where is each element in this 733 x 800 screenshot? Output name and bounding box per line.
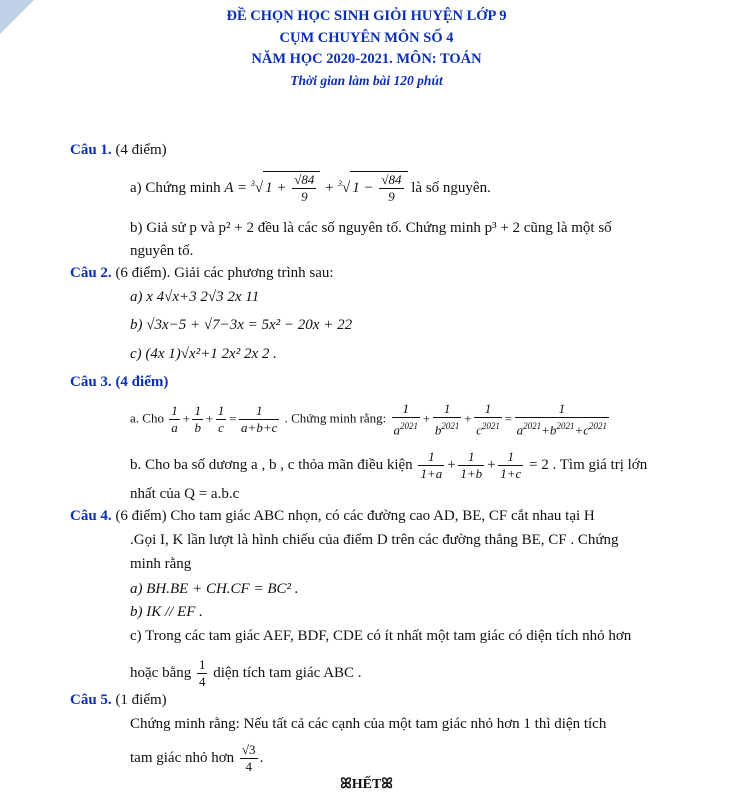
question-4-label: Câu 4. — [70, 508, 112, 524]
question-2-heading — [70, 265, 334, 282]
question-3b-prefix: b. Cho ba số dương a , b , c thỏa mãn điều kiện — [130, 456, 413, 473]
question-3a-claim: $\frac{1}{a^{2021}}$ + $\frac{1}{b^{2021}}$ + $\frac{1}{c^{2021}}$ = $\frac{1}{a^{2021}+b^{2021}+c^{2021}}$ — [393, 401, 607, 438]
question-3a-prefix: a. Cho — [130, 410, 164, 426]
question-2-label: Câu 2. — [70, 265, 112, 281]
question-3b-suffix: = 2 . Tìm giá trị lớn — [529, 456, 648, 473]
question-3b-condition: $\frac{1}{1+a}$ + $\frac{1}{1+b}$ + $\frac{1}{1+c}$ — [420, 449, 522, 481]
question-3-heading — [70, 374, 168, 391]
question-5-line1: Chứng minh rằng: Nếu tất cả các cạnh của một tam giác nhỏ hơn 1 thì diện tích — [130, 716, 607, 732]
question-4b: b) IK // EF . — [130, 604, 203, 620]
sqrt3-over-4-fraction: $\frac{√3}{4}$ — [241, 742, 256, 774]
question-1-heading — [70, 142, 167, 159]
question-4c-prefix: hoặc bằng — [130, 664, 192, 681]
question-2-points: (6 điểm). Giải các phương trình sau: — [115, 265, 334, 281]
question-2c: c) (4x 1)√x²+1 2x² 2x 2 . — [130, 346, 277, 362]
question-1b-line1: b) Giả sử p và p² + 2 đều là các số nguyên tố. Chứng minh p³ + 2 cũng là một số — [130, 220, 612, 236]
exam-title: ĐỀ CHỌN HỌC SINH GIỎI HUYỆN LỚP 9 — [226, 8, 507, 24]
question-4-intro2: .Gọi I, K lần lượt là hình chiếu của điểm D trên các đường thẳng BE, CF . Chứng — [130, 532, 619, 548]
question-3-points: (4 điểm) — [115, 374, 169, 390]
exam-cluster: CỤM CHUYÊN MÔN SỐ 4 — [279, 30, 454, 46]
question-1-label: Câu 1. — [70, 142, 112, 158]
question-1-points: (4 điểm) — [115, 142, 167, 158]
exam-time: Thời gian làm bài 120 phút — [290, 73, 443, 88]
question-4-intro3: minh rằng — [130, 556, 192, 572]
question-5-label: Câu 5. — [70, 692, 112, 708]
question-5-heading — [70, 692, 167, 709]
question-5-line2: tam giác nhỏ hơn $\frac{√3}{4}$ . — [130, 742, 264, 774]
question-4c-line2 — [130, 657, 362, 690]
question-4a: a) BH.BE + CH.CF = BC² . — [130, 581, 299, 597]
question-5-line2-prefix: tam giác nhỏ hơn — [130, 749, 235, 766]
exam-year-subject: NĂM HỌC 2020-2021. MÔN: TOÁN — [251, 51, 482, 67]
question-3-label: Câu 3. — [70, 374, 112, 390]
question-1a — [130, 171, 491, 205]
question-4-intro1: (6 điểm) Cho tam giác ABC nhọn, có các đường cao AD, BE, CF cắt nhau tại H — [115, 508, 595, 524]
question-2a: a) x 4√x+3 2√3 2x 11 — [130, 289, 260, 305]
question-3a-mid: . Chứng minh rằng: — [284, 410, 387, 426]
question-2b: b) √3x−5 + √7−3x = 5x² − 20x + 22 — [130, 317, 353, 333]
question-5-points: (1 điểm) — [115, 692, 167, 708]
question-4c-suffix: diện tích tam giác ABC . — [213, 664, 362, 681]
one-quarter-fraction: $\frac{1}{4}$ — [198, 657, 206, 689]
question-3a — [130, 401, 611, 438]
question-3b — [130, 449, 647, 482]
question-1b-line2: nguyên tố. — [130, 243, 194, 259]
question-1a-prefix: a) Chứng minh — [130, 179, 221, 196]
question-1a-suffix: là số nguyên. — [411, 179, 491, 196]
end-marker: ꕤHẾTꕤ — [340, 777, 393, 792]
question-1a-formula: A = $^3$√ 1 + $\frac{√84}{9}$ + $^3$√ 1 − $\frac{√84}{9}$ — [224, 180, 411, 196]
question-4-line1 — [70, 508, 595, 525]
question-3a-given: $\frac{1}{a}$ + $\frac{1}{b}$ + $\frac{1}{c}$ = $\frac{1}{a+b+c}$ — [171, 403, 278, 436]
question-3b-line2: nhất của Q = a.b.c — [130, 486, 240, 502]
question-4c-line1: c) Trong các tam giác AEF, BDF, CDE có ít nhất một tam giác có diện tích nhỏ hơn — [130, 628, 632, 644]
